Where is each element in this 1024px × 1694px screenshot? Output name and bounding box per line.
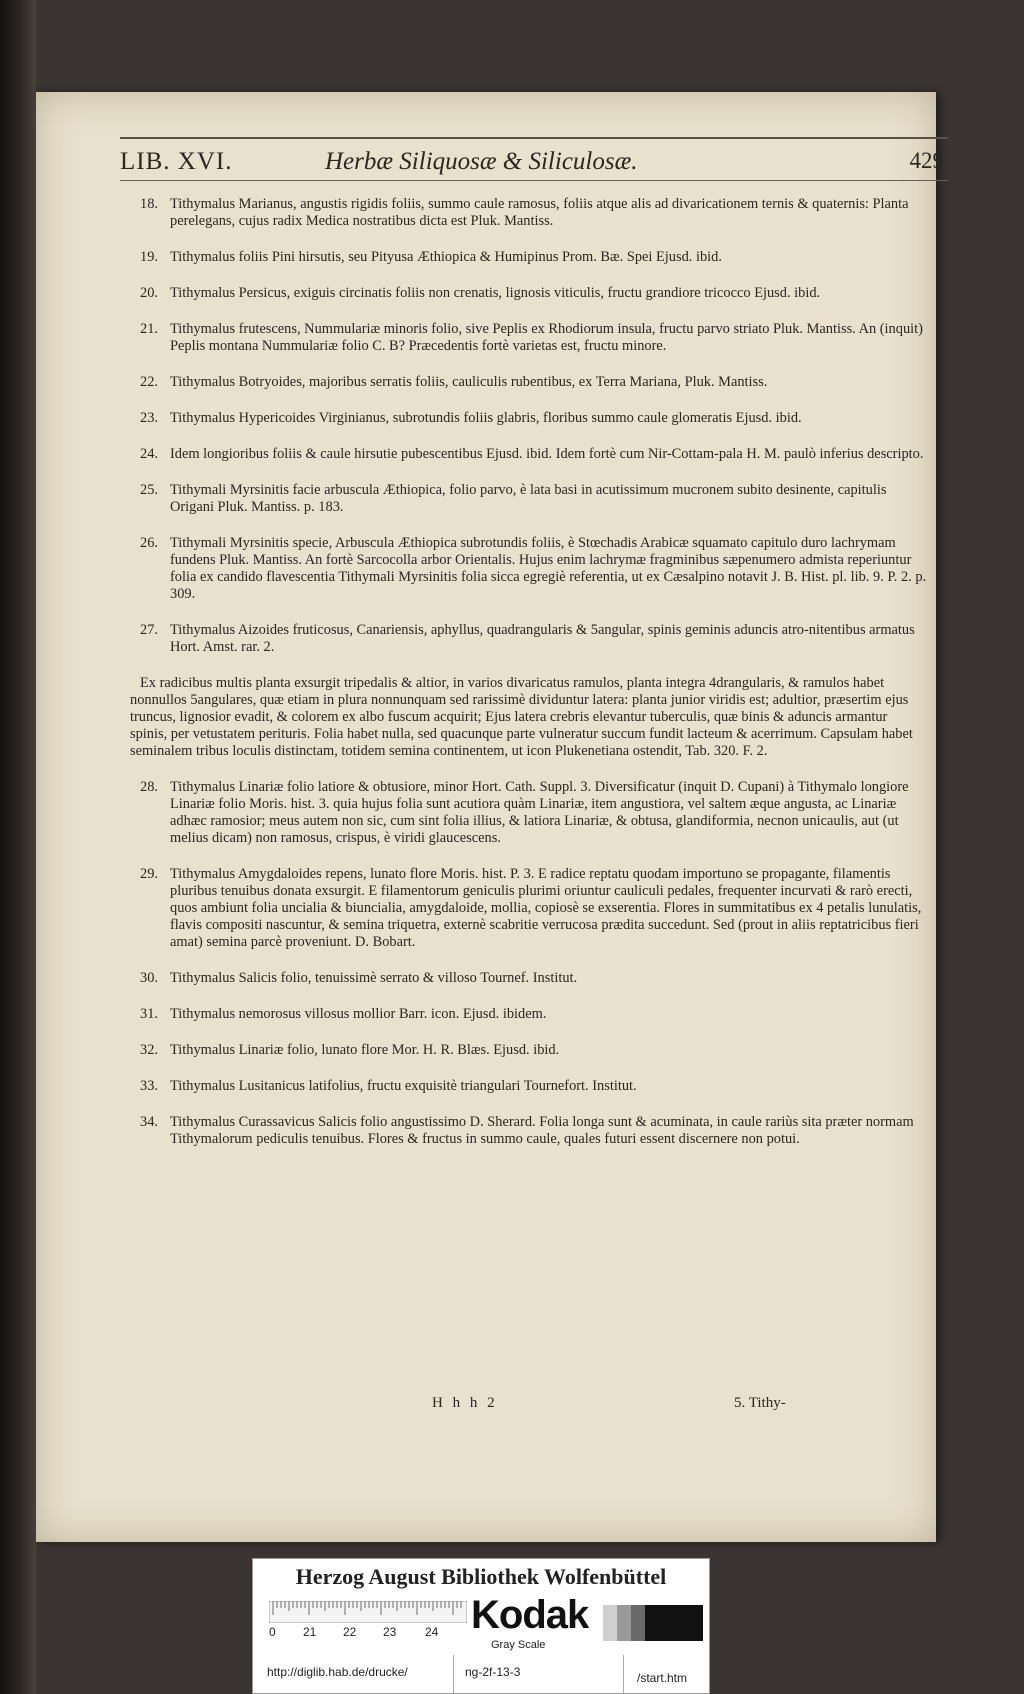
entry-21: 21. Tithymalus frutescens, Nummulariæ minoris folio, sive Peplis ex Rhodiorum insula, fructu parvo striato Pluk. Mantiss. An (inquit) Peplis montana Nummulariæ folio C. B? Præcedentis fortè varietas est, fructu minore.: [140, 321, 923, 354]
start-link: /start.htm: [637, 1671, 688, 1685]
entry-32: 32. Tithymalus Linariæ folio, lunato flore Mor. H. R. Blæs. Ejusd. ibid.: [140, 1042, 560, 1058]
book-binding: [0, 0, 36, 1694]
gray-scale-label: Gray Scale: [491, 1639, 546, 1651]
source-url: http://diglib.hab.de/drucke/: [267, 1665, 408, 1679]
entry-19: 19. Tithymalus foliis Pini hirsutis, seu Pityusa Æthiopica & Humipinus Prom. Bæ. Spei Ejusd. ibid.: [140, 249, 722, 265]
entry-34: 34. Tithymalus Curassavicus Salicis folio angustissimo D. Sherard. Folia longa sunt & acuminata, in caule rariùs sita præter normam Tithymalorum pediculis tenuibus. Flores & fructus in summo caule, quales futuri essent discernere non potui.: [140, 1114, 914, 1147]
page-footer: [0, 1395, 1024, 1419]
entry-24: 24. Idem longioribus foliis & caule hirsutie pubescentibus Ejusd. ibid. Idem fortè cum Nir-Cottam-pala H. M. paulò inferius descripto.: [140, 446, 924, 462]
ruler-numbers: [269, 1625, 479, 1641]
ruler-number: 24: [425, 1625, 439, 1639]
entry-25: 25. Tithymali Myrsinitis facie arbuscula Æthiopica, folio parvo, è lata basi in acutissimum mucronem subito desinente, capitulis Origani Pluk. Mantiss. p. 183.: [140, 482, 887, 515]
page-number: 429: [909, 148, 944, 173]
entry-28: 28. Tithymalus Linariæ folio latiore & obtusiore, minor Hort. Cath. Suppl. 3. Diversificatur (inquit D. Cupani) à Tithymalo longiore Linariæ folio Moris. hist. 3. quia hujus folia sunt acutiora quàm Linariæ, item angustiora, vel saltem æque angusta, ac Linariæ adhæc ramosior; meus autem non sic, cum sint folia illius, & latiora Linariæ, & obtusa, glandiformia, necnon unicaulis, aut (ut melius dicam) non ramosus, crispus, è viridi glaucescens.: [140, 779, 909, 846]
entry-30: 30. Tithymalus Salicis folio, tenuissimè serrato & villoso Tournef. Institut.: [140, 970, 578, 986]
entry-22: 22. Tithymalus Botryoides, majoribus serratis foliis, cauliculis rubentibus, ex Terra Mariana, Pluk. Mantiss.: [140, 374, 768, 390]
entry-18: 18. Tithymalus Marianus, angustis rigidis foliis, summo caule ramosus, foliis atque alis ad divaricationem ternis & quaternis: Planta perelegans, cujus radix Medica nostratibus dicta est Pluk. Mantiss.: [140, 196, 909, 229]
entry-26: 26. Tithymali Myrsinitis specie, Arbuscula Æthiopica subrotundis foliis, è Stœchadis Arabicæ squamato capitulo duro lachrymam fundens Pluk. Mantiss. An fortè Sarcocolla arbor Orientalis. Hujus enim lachrymæ fragminibus sæpenumero admista reperiuntur folia ex candido flavescentia Tithymali Myrsinitis folia sicca egregiè referentia, ut ex Cæsalpino notavit J. B. Hist. pl. lib. 9. P. 2. p. 309.: [140, 535, 927, 602]
ruler-number: 22: [343, 1625, 357, 1639]
description-paragraph: Ex radicibus multis planta exsurgit tripedalis & altior, in varios divaricatus ramulos, planta integra 4drangularis, & ramulos habet nonnullos 5angulares, quæ etiam in plura nonnunquam sed rarissimè dividuntur latera: planta junior viridis est; adultior, præsertim ejus truncus, lignosior evadit, & colorem ex albo fuscum acquirit; Ejus latera crebris elevantur tuberculis, quæ binis & aduncis armantur spinis, per vetustatem perituris. Folia habet nulla, sed quacunque parte vulneratur succum fundit lacteum & acerrimum. Capsulam habet seminalem tribus loculis distinctam, totidem semina continentem, ut icon Plukenetiana ostendit, Tab. 320. F. 2.: [130, 675, 913, 759]
catchword: 5. Tithy-: [734, 1395, 786, 1411]
header-rule-top: [120, 137, 948, 139]
divider: [623, 1655, 624, 1693]
entry-31: 31. Tithymalus nemorosus villosus mollior Barr. icon. Ejusd. ibidem.: [140, 1006, 547, 1022]
kodak-logo: Kodak: [471, 1593, 589, 1637]
color-calibration-bar: [252, 1558, 710, 1694]
ruler-number: 0: [269, 1625, 276, 1639]
book-number: LIB. XVI.: [120, 148, 233, 175]
header-rule-bottom: [120, 180, 948, 181]
text-body: [130, 196, 930, 1167]
entry-29: 29. Tithymalus Amygdaloides repens, lunato flore Moris. hist. P. 3. E radice reptatu quodam importuno se propagante, filamentis pluribus tenuibus donata exsurgit. E filamentorum geniculis plurimi oriuntur cauliculi pedales, frequenter incurvati & rarò erecti, quos ambiunt folia uncialia & biuncialia, amygdaloide, mollia, copiosè se exserentia. Flores in summitatibus ex 4 petalis lunulatis, flavis compositi nascuntur, & semina triquetra, externè scabritie verrucosa prædita succedunt. Sed (prout in aliis reptatricibus fieri amat) semina parcè proveniunt. D. Bobart.: [140, 866, 922, 950]
entry-23: 23. Tithymalus Hypericoides Virginianus, subrotundis foliis glabris, floribus summo caule glomeratis Ejusd. ibid.: [140, 410, 802, 426]
signature-mark: H h h 2: [432, 1395, 498, 1411]
entry-20: 20. Tithymalus Persicus, exiguis circinatis foliis non crenatis, lignosis viticulis, fructu grandiore tricocco Ejusd. ibid.: [140, 285, 821, 301]
library-name: Herzog August Bibliothek Wolfenbüttel: [295, 1564, 667, 1589]
ruler-scale: [269, 1601, 467, 1623]
gray-scale-patches: [603, 1605, 703, 1641]
running-title: Herbæ Siliquosæ & Siliculosæ.: [325, 148, 638, 175]
entry-27: 27. Tithymalus Aizoides fruticosus, Canariensis, aphyllus, quadrangularis & 5angular, spinis geminis aduncis atro-nitentibus armatus Hort. Amst. rar. 2.: [140, 622, 915, 655]
entry-33: 33. Tithymalus Lusitanicus latifolius, fructu exquisitè triangulari Tournefort. Institut.: [140, 1078, 637, 1094]
ruler-number: 21: [303, 1625, 317, 1639]
shelfmark-code: ng-2f-13-3: [465, 1665, 521, 1679]
divider: [453, 1655, 454, 1693]
ruler-number: 23: [383, 1625, 397, 1639]
running-header: [120, 140, 950, 190]
